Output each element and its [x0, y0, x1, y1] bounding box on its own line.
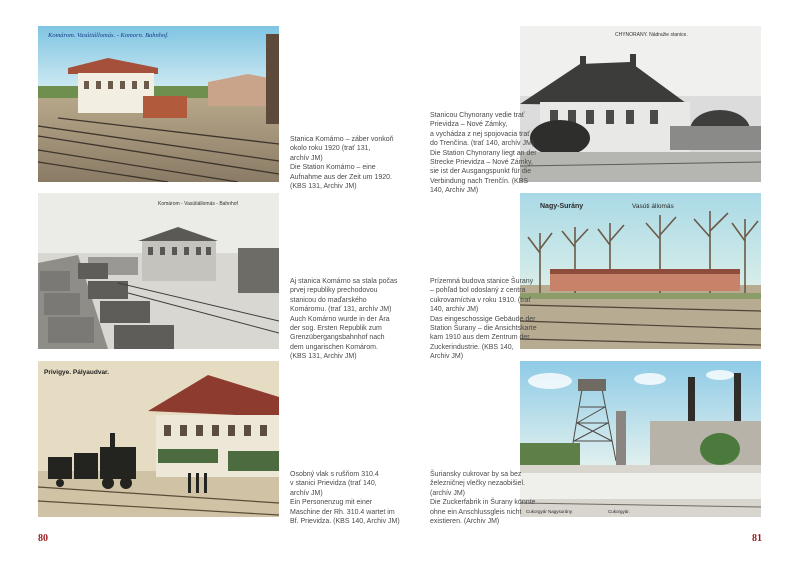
postcard-title: Komárom. Vasútiállomás. - Komorn. Bahnhof. [48, 32, 169, 39]
caption-komarno-border-station: Aj stanica Komárno sa stala počas prvej republiky prechodovou stanicou do maďarského Komáromu. (trať 131, archív JM) Auch Komárno wurde in der Ära der sog. Ersten Republik zum Grenzübergangsbahnhof nach dem ungarischen Komárom. (KBS 131, Archiv JM) [290, 278, 398, 361]
postcard-caption-right: Cukorgyár. [608, 509, 630, 514]
caption-komarno-station: Stanica Komárno – záber vonkoň okolo roku 1920 (trať 131, archív JM) Die Station Komárno – eine Aufnahme aus der Zeit um 1920. (KBS 131, Archiv JM) [290, 136, 394, 191]
photo-chynorany-station [520, 26, 761, 182]
postcard-title: CHYNORANY. Nádražie stanice. [615, 32, 688, 38]
caption-surany-station: Prízemná budova stanice Šurany – pohľad bol odoslaný z centra cukrovarníctva v roku 1910. (trať 140, archív JM) Das eingeschossige Gebäude der Station Šurany – die Ansichtskarte kam 1910 aus dem Zentrum der Zuckerindustrie. (KBS 140, Archiv JM) [430, 278, 537, 361]
photo-surany-station [520, 193, 761, 349]
postcard-title: Privigye. Pályaudvar. [44, 369, 110, 376]
photo-komarno-station [38, 26, 279, 182]
photo-surany-sugar-factory [520, 361, 761, 517]
postcard-caption-left: Cukorgyár Nagysurány. [526, 509, 573, 514]
postcard-title: Komárom - Vasútiállomás - Bahnhof [158, 201, 238, 207]
page-number-left: 80 [38, 533, 48, 544]
caption-surany-sugar-factory: Šuriansky cukrovar by sa bez železničnej vlečky nezaobišiel. (archív JM) Die Zuckerfabrik in Šurany könnte ohne ein Anschlussgleis nicht existieren. (Archiv JM) [430, 471, 536, 526]
postcard-title-left: Nagy-Surány [540, 203, 584, 210]
postcard-title-right: Vasúti állomás [632, 203, 674, 210]
photo-prievidza-station [38, 361, 279, 517]
photo-komarno-border-station [38, 193, 279, 349]
page-number-right: 81 [752, 533, 762, 544]
caption-chynorany-station: Stanicou Chynorany vedie trať Prievidza – Nové Zámky, a vychádza z nej spojovacia trať do Trenčína. (trať 140, archív JM) Die Station Chynorany liegt an der Strecke Prievidza – Nové Zámky, sie ist der Ausgangspunkt für die Verbindung nach Trenčín. (KBS 140, Archiv JM) [430, 112, 537, 195]
caption-prievidza-station: Osobný vlak s rušňom 310.4 v stanici Prievidza (trať 140, archív JM) Ein Personenzug mit einer Maschine der Rh. 310.4 wartet im Bf. Prievidza. (KBS 140, Archiv JM) [290, 471, 400, 526]
